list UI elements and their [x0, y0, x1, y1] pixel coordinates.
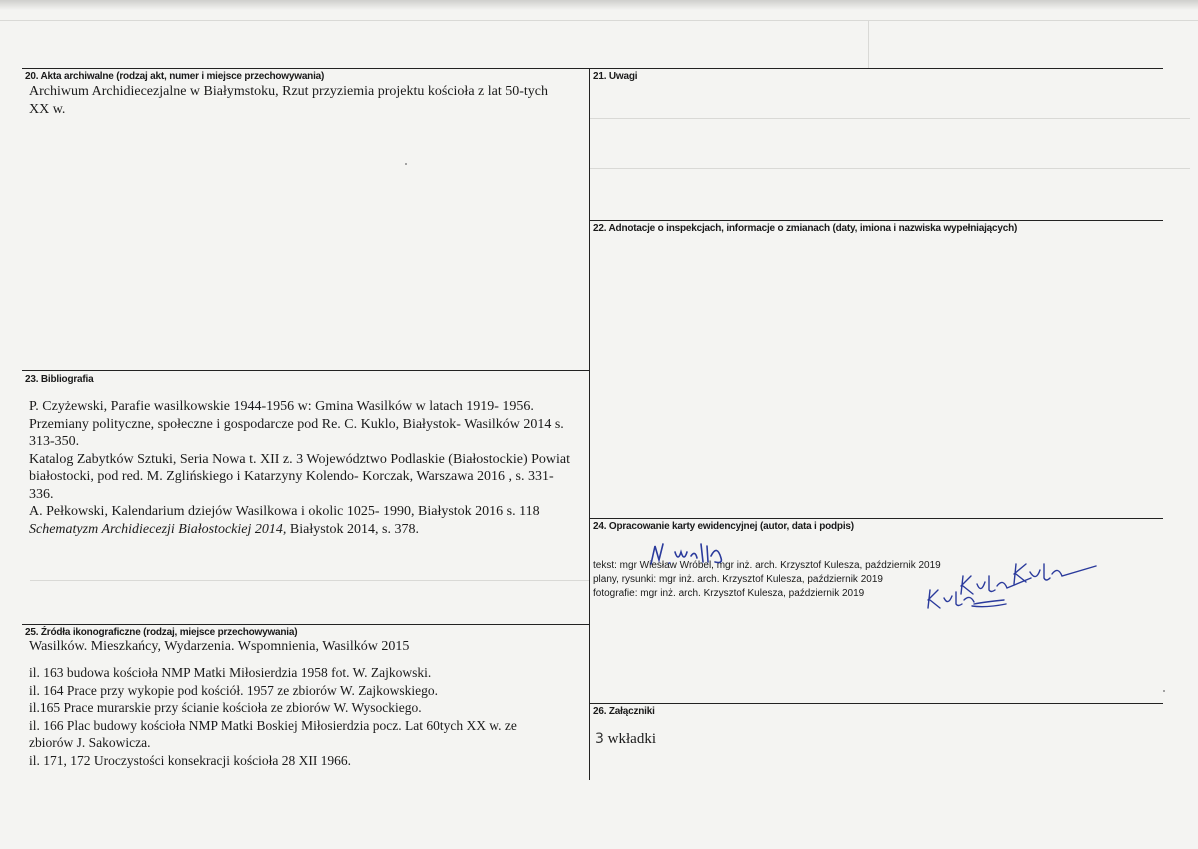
signature-wroble — [645, 536, 765, 570]
bibliography-line: P. Czyżewski, Parafie wasilkowskie 1944-1956 w: Gmina Wasilków w latach 1919- 1956. — [29, 399, 534, 414]
bleed-through-line — [30, 580, 590, 581]
bleed-through-line — [0, 20, 1198, 21]
attachments-text — [595, 731, 656, 749]
rule-above-iconographic — [22, 624, 589, 625]
bleed-through-line — [590, 118, 1190, 119]
iconographic-item: il. 164 Prace przy wykopie pod kościół. 1957 ze zbiorów W. Zajkowskiego. — [29, 682, 439, 698]
rule-above-bibliography — [22, 370, 589, 371]
card-author-line-text: tekst: mgr Wiesław Wróbel, mgr inż. arch. Krzysztof Kulesza, październik 2019 — [593, 560, 941, 571]
scan-edge — [0, 0, 1198, 10]
attachments-count: 3 — [595, 731, 604, 747]
scan-speck — [405, 163, 407, 165]
archival-line: Archiwum Archidiecezjalne w Białymstoku, Rzut przyziemia projektu kościoła z lat 50-tych — [29, 84, 549, 99]
bibliography-line: białostocki, pod red. M. Zglińskiego i Katarzyny Kolendo- Korczak, Warszawa 2016 , s. 331- — [29, 469, 554, 484]
rule-above-annotations — [590, 220, 1163, 221]
remarks-heading: 21. Uwagi — [593, 71, 638, 82]
iconographic-item: il. 166 Plac budowy kościoła NMP Matki Boskiej Miłosierdzia pocz. Lat 60tych XX w. ze — [29, 717, 517, 733]
archival-line: XX w. — [29, 101, 66, 117]
archival-records-heading: 20. Akta archiwalne (rodzaj akt, numer i miejsce przechowywania) — [25, 71, 325, 82]
column-divider — [589, 68, 590, 780]
bibliography-italic-title: Schematyzm Archidiecezji Białostockiej 2014, — [29, 521, 287, 537]
iconographic-item: il.165 Prace murarskie przy ścianie kościoła ze zbiorów W. Wysockiego. — [29, 700, 422, 715]
iconographic-title: Wasilków. Mieszkańcy, Wydarzenia. Wspomnienia, Wasilków 2015 — [29, 639, 410, 654]
iconographic-item: zbiorów J. Sakowicza. — [29, 735, 151, 750]
iconographic-item: il. 163 budowa kościoła NMP Matki Miłosierdzia 1958 fot. W. Zajkowski. — [29, 665, 432, 680]
bibliography-line-last — [29, 521, 570, 539]
bleed-through-line — [590, 168, 1190, 169]
archival-records-text — [29, 83, 548, 118]
card-author-line-photos: fotografie: mgr inż. arch. Krzysztof Kulesza, październik 2019 — [593, 588, 865, 599]
signature-kulesza-3 — [922, 584, 1012, 612]
iconographic-item: il. 171, 172 Uroczystości konsekracji kościoła 28 XII 1966. — [29, 752, 352, 768]
scan-speck — [1163, 690, 1165, 692]
iconographic-list — [29, 664, 517, 769]
frame-top-rule — [22, 68, 1163, 69]
bleed-through-line — [868, 20, 869, 68]
bibliography-last-rest: Białystok 2014, s. 378. — [286, 521, 420, 537]
annotations-heading: 22. Adnotacje o inspekcjach, informacje o zmianach (daty, imiona i nazwiska wypełniających) — [593, 223, 1018, 234]
bibliography-line: Przemiany polityczne, społeczne i gospodarcze pod Re. C. Kuklo, Białystok- Wasilków 2014 s. — [29, 416, 564, 432]
rule-above-card-author — [590, 518, 1163, 519]
bibliography-line: 313-350. — [29, 434, 80, 449]
card-author-line-plans: plany, rysunki: mgr inż. arch. Krzysztof Kulesza, październik 2019 — [593, 574, 883, 585]
bibliography-line: A. Pełkowski, Kalendarium dziejów Wasilkowa i okolic 1025- 1990, Białystok 2016 s. 118 — [29, 504, 540, 519]
bibliography-text — [29, 398, 570, 538]
attachments-label: wkładki — [607, 731, 656, 747]
iconographic-heading: 25. Źródła ikonograficzne (rodzaj, miejsce przechowywania) — [25, 627, 298, 638]
bibliography-heading: 23. Bibliografia — [25, 374, 94, 385]
bibliography-line: Katalog Zabytków Sztuki, Seria Nowa t. XII z. 3 Województwo Podlaskie (Białostockie) Powiat — [29, 451, 571, 467]
card-author-heading: 24. Opracowanie karty ewidencyjnej (autor, data i podpis) — [593, 521, 854, 532]
rule-above-attachments — [590, 703, 1163, 704]
bibliography-line: 336. — [29, 486, 54, 502]
attachments-heading: 26. Załączniki — [593, 706, 655, 717]
